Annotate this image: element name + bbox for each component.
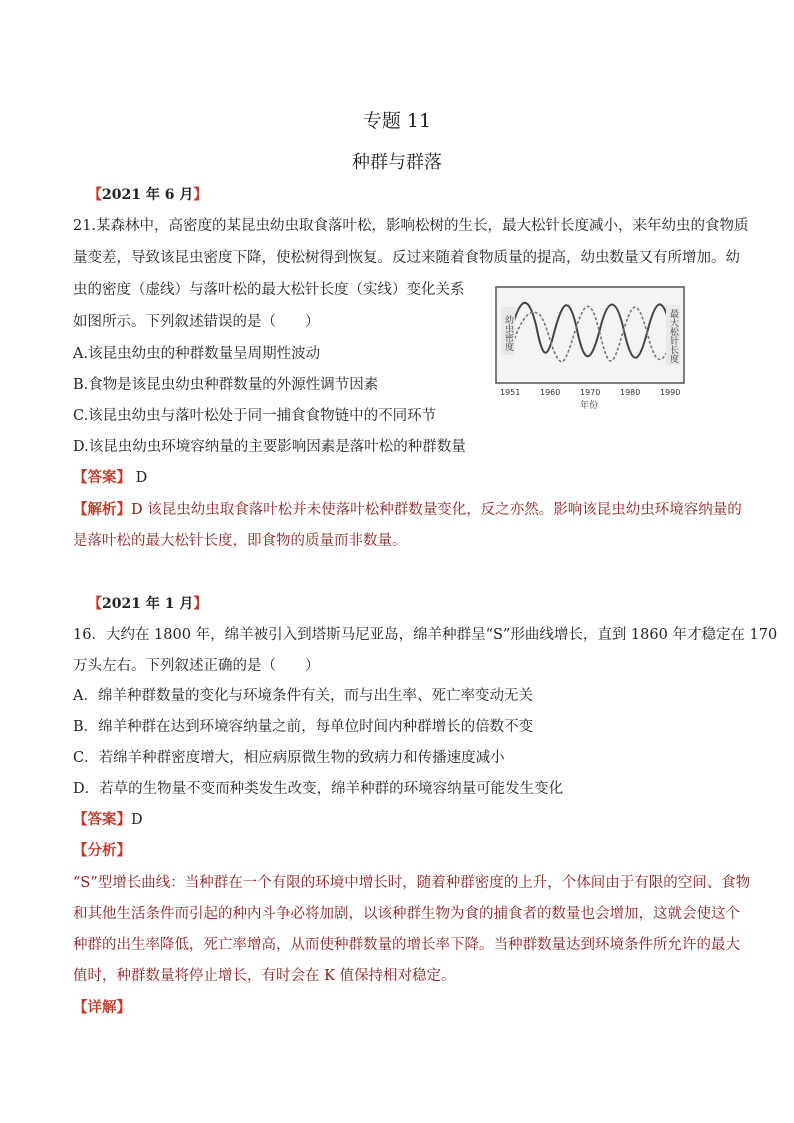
option-a: A．绵羊种群数量的变化与环境条件有关，而与出生率、死亡率变动无关 xyxy=(73,688,533,704)
question-21-line: 量变差，导致该昆虫密度下降，使松树得到恢复。反过来随着食物质量的提高，幼虫数量又有所增加。幼 xyxy=(73,250,740,266)
option-c: C.该昆虫幼虫与落叶松处于同一捕食食物链中的不同环节 xyxy=(73,408,437,424)
question-16-line: 16．大约在 1800 年，绵羊被引入到塔斯马尼亚岛，绵羊种群呈“S”形曲线增长，直到 1860 年才稳定在 170 xyxy=(73,627,778,643)
y-right-label: 最大松针长度 xyxy=(668,309,678,363)
x-axis-label: 年份 xyxy=(580,401,599,411)
option-c: C．若绵羊种群密度增大，相应病原微生物的致病力和传播速度减小 xyxy=(73,750,505,766)
section-tag-2021-01: 【2021 年 1 月】 xyxy=(88,596,208,612)
answer-value: D xyxy=(131,812,143,828)
answer-line xyxy=(73,810,143,830)
question-21-line: 虫的密度（虚线）与落叶松的最大松针长度（实线）变化关系 xyxy=(73,282,465,298)
answer-line xyxy=(73,468,147,488)
answer-label: 【答案】 xyxy=(73,469,131,486)
option-a: A.该昆虫幼虫的种群数量呈周期性波动 xyxy=(73,346,321,362)
figure-frame xyxy=(496,287,684,383)
analysis-line: 值时，种群数量将停止增长，有时会在 K 值保持相对稳定。 xyxy=(73,968,456,984)
analysis-line: “S”型增长曲线：当种群在一个有限的环境中增长时，随着种群密度的上升，个体间由于有限的空间、食物 xyxy=(73,875,751,891)
answer-value: D xyxy=(131,470,148,486)
question-16-line: 万头左右。下列叙述正确的是（ ） xyxy=(73,658,320,674)
option-b: B.食物是该昆虫幼虫种群数量的外源性调节因素 xyxy=(73,377,379,393)
x-tick-label: 1960 xyxy=(540,388,561,397)
question-21-line: 21.某森林中，高密度的某昆虫幼虫取食落叶松，影响松树的生长，最大松针长度减小，来年幼虫的食物质 xyxy=(73,218,749,234)
page-title: 专题 11 xyxy=(362,110,432,132)
x-tick-label: 1990 xyxy=(660,388,681,397)
analysis-line: 【解析】D 该昆虫幼虫取食落叶松并未使落叶松种群数量变化，反之亦然。影响该昆虫幼虫环境容纳量的 xyxy=(73,501,742,518)
answer-label: 【答案】 xyxy=(73,811,131,828)
page-subtitle: 种群与群落 xyxy=(352,152,442,173)
analysis-label: 【解析】 xyxy=(73,501,131,518)
analysis-line: 是落叶松的最大松针长度，即食物的质量而非数量。 xyxy=(73,533,407,549)
analysis-line: 和其他生活条件而引起的种内斗争必将加剧，以该种群生物为食的捕食者的数量也会增加，这就会使这个 xyxy=(73,906,740,922)
x-tick-label: 1980 xyxy=(620,388,641,397)
x-tick-label: 1951 xyxy=(500,388,521,397)
section-tag-2021-06: 【2021 年 6 月】 xyxy=(88,187,208,203)
y-left-label: 幼虫密度 xyxy=(503,315,513,351)
option-d: D.该昆虫幼虫环境容纳量的主要影响因素是落叶松的种群数量 xyxy=(73,439,466,455)
analysis-label: 【分析】 xyxy=(73,842,131,859)
question-21-line: 如图所示。下列叙述错误的是（ ） xyxy=(73,314,320,330)
option-d: D．若草的生物量不变而种类发生改变，绵羊种群的环境容纳量可能发生变化 xyxy=(73,781,564,797)
detail-label: 【详解】 xyxy=(73,999,131,1016)
x-tick-label: 1970 xyxy=(580,388,601,397)
option-b: B．绵羊种群在达到环境容纳量之前，每单位时间内种群增长的倍数不变 xyxy=(73,719,534,735)
population-figure xyxy=(488,285,692,413)
analysis-line: 种群的出生率降低，死亡率增高，从而使种群数量的增长率下降。当种群数量达到环境条件所允许的最大 xyxy=(73,937,740,953)
